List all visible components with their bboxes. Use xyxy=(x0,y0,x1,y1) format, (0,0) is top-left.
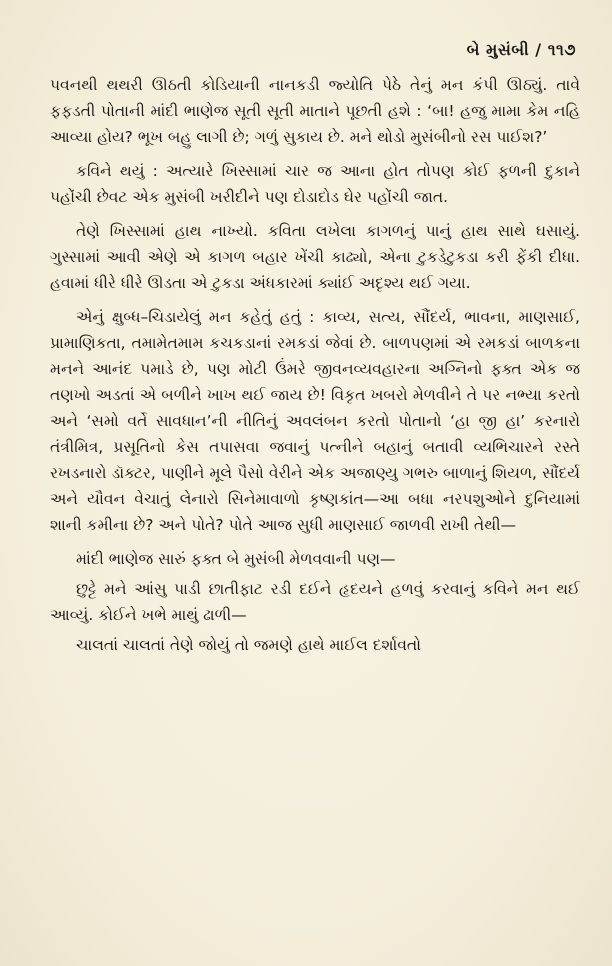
running-head: બે મુસંબી / ૧૧૭ xyxy=(466,40,576,59)
paragraph: માંદી ભાણેજ સારું ફક્ત બે મુસંબી મેળવવાની પણ— xyxy=(76,550,396,568)
paragraph: છુટ્ટે મને આંસુ પાડી છાતીફાટ રડી દઈને હૃદયને હળવું કરવાનું કવિને મન થઈ આવ્યું. કોઈને ખભે માથું ઢાળી— xyxy=(50,580,580,624)
paragraph: પવનથી થથરી ઊઠતી કોડિયાની નાનકડી જ્યોતિ પેઠે તેનું મન કંપી ઊઠ્યું. તાવે ફફડતી પોતાની માંદી ભાણેજ સૂતી સૂતી માતાને પૂછતી હશે : ‘બા! હજુ મામા કેમ નહિ આવ્યા હોય? ભૂખ બહુ લાગી છે; ગળું સુકાય છે. મને થોડો મુસંબીનો રસ પાઈશ?’ xyxy=(50,76,580,146)
paragraph: એનું ક્ષુબ્ધ–ચિડાયેલું મન કહેતું હતું : કાવ્ય, સત્ય, સૌંદર્ય, ભાવના, માણસાઈ, પ્રામાણિકતા, તમામેતમામ કચકડાનાં રમકડાં જેવાં છે. બાળપણમાં એ રમકડાં બાળકના મનને આનંદ પમાડે છે, પણ મોટી ઉંમરે જીવનવ્યવહારના અગ્નિનો ફક્ત એક જ તણખો અડતાં એ બળીને ખાખ થઈ જાય છે! વિકૃત ખબરો મેળવીને તે પર નભ્યા કરતો અને ‘સમો વર્તે સાવધાન’ની નીતિનું અવલંબન કરતો પોતાનો ‘હા જી હા’ કરનારો તંત્રીમિત્ર, પ્રસૂતિનો કેસ તપાસવા જવાનું પત્નીને બહાનું બતાવી વ્યભિચારને રસ્તે રખડનારો ડૉક્ટર, પાણીને મૂલે પૈસો વેરીને એક અજાણ્યુ ગભરુ બાળાનું શિયળ, સૌંદર્ય અને યૌવન વેચાતું લેનારો સિનેમાવાળો કૃષ્ણકાંત—આ બધા નરપશુઓને દુનિયામાં શાની કમીના છે? અને પોતે? પોતે આજ સુધી માણસાઈ જાળવી રાખી તેથી— xyxy=(50,308,580,534)
paragraph: કવિને થયું : અત્યારે ખિસ્સામાં ચાર જ આના હોત તોપણ કોઈ ફળની દુકાને પહોંચી છેવટ એક મુસંબી ખરીદીને પણ દોડાદોડ ઘેર પહોંચી જાત. xyxy=(50,162,580,206)
paragraph: ચાલતાં ચાલતાં તેણે જોયું તો જમણે હાથે માઈલ દર્શાવતો xyxy=(76,636,422,654)
paragraph: તેણે ખિસ્સામાં હાથ નાખ્યો. કવિતા લખેલા કાગળનું પાનું હાથ સાથે ઘસાયું. ગુસ્સામાં આવી એણે એ કાગળ બહાર ખેંચી કાઢ્યો, એના ટુકડેટુકડા કરી ફેંકી દીધા. હવામાં ધીરે ધીરે ઊડતા એ ટુકડા અંધકારમાં ક્યાંઈ અદૃશ્ય થઈ ગયા. xyxy=(50,222,580,292)
body-text xyxy=(50,72,580,662)
